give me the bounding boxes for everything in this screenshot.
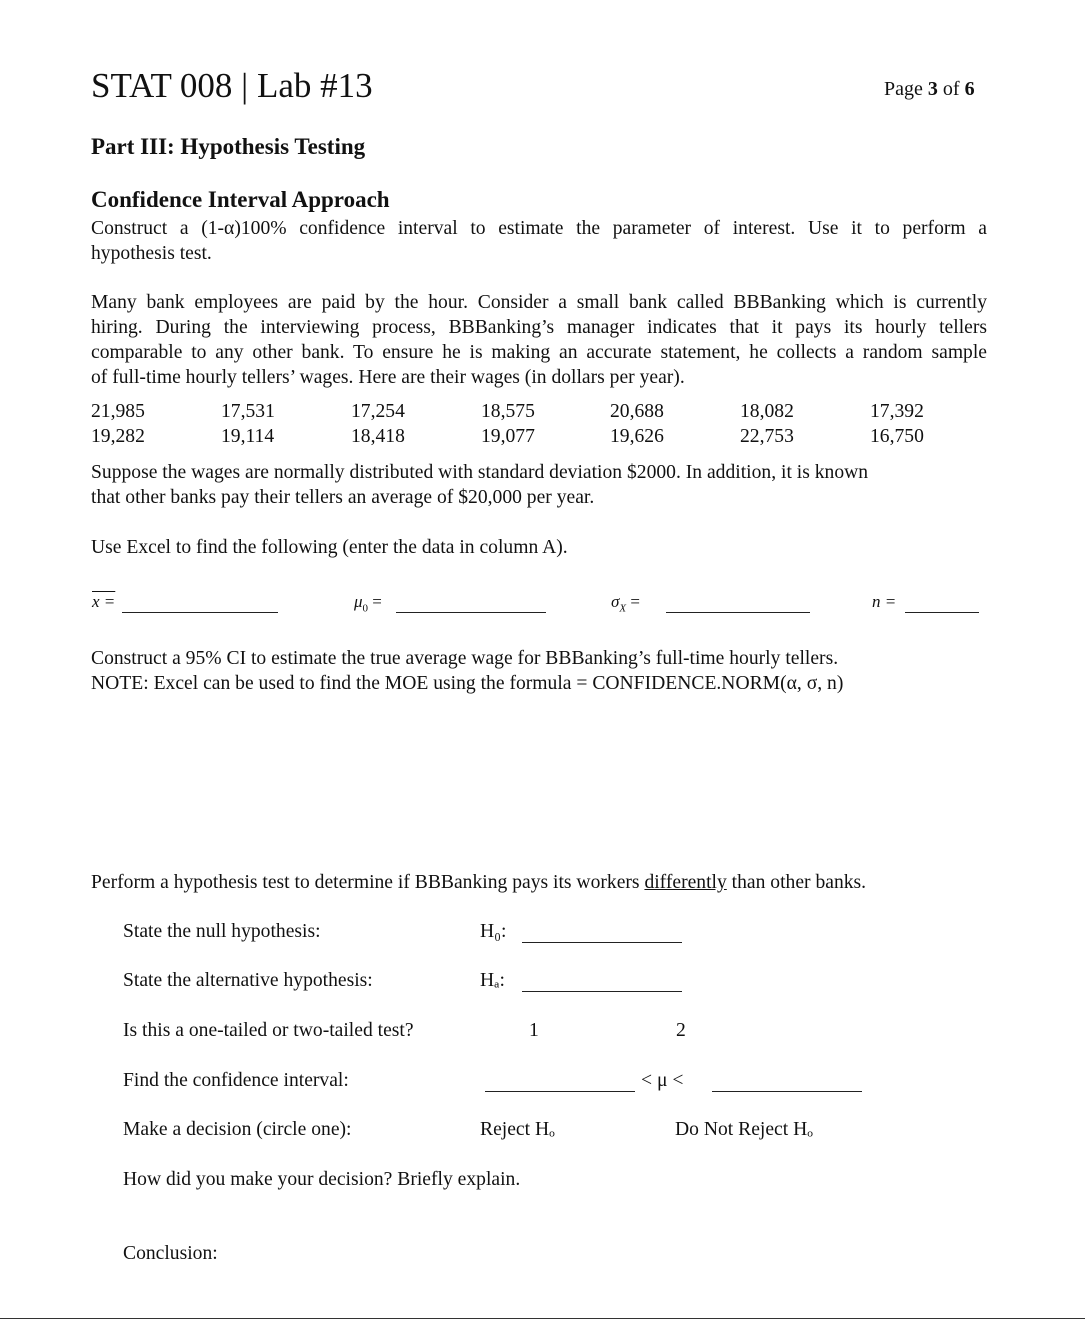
problem-line-4: of full-time hourly tellers’ wages. Here are their wages (in dollars per year). [91, 367, 685, 388]
ht-intro [91, 870, 866, 895]
ht-intro-underlined: differently [644, 872, 727, 893]
wage-cell: 19,114 [221, 426, 275, 447]
wage-cell: 17,254 [351, 401, 405, 422]
alt-hypothesis-prompt: State the alternative hypothesis: [123, 970, 373, 991]
wage-cell: 19,077 [481, 426, 535, 447]
ci-prompt: Find the confidence interval: [123, 1070, 349, 1091]
conclusion-prompt: Conclusion: [123, 1243, 218, 1264]
decision-prompt: Make a decision (circle one): [123, 1119, 352, 1140]
wage-cell: 18,418 [351, 426, 405, 447]
tails-prompt: Is this a one-tailed or two-tailed test? [123, 1020, 414, 1041]
assumption-line-2: that other banks pay their tellers an average of $20,000 per year. [91, 487, 595, 508]
intro-line-2: hypothesis test. [91, 243, 212, 264]
wage-cell: 16,750 [870, 426, 924, 447]
do-not-reject-option[interactable]: Do Not Reject Hₒ [675, 1119, 813, 1140]
problem-line-2: hiring. During the interviewing process, BBBanking’s manager indicates that it pays its hourly tellers [91, 317, 987, 338]
h0-label: H₀: [480, 921, 507, 942]
sigma-equals: = [626, 592, 640, 611]
sigma-x-blank[interactable] [666, 594, 810, 613]
ci-mu-inequality: < μ < [641, 1070, 684, 1091]
sigma-subscript: X [619, 602, 627, 615]
n-field [872, 592, 896, 612]
ci-instruction: Construct a 95% CI to estimate the true average wage for BBBanking’s full-time hourly tellers. [91, 648, 839, 669]
two-tailed-option[interactable]: 2 [676, 1020, 686, 1041]
reject-option[interactable]: Reject Hₒ [480, 1119, 555, 1140]
ci-note: NOTE: Excel can be used to find the MOE using the formula = CONFIDENCE.NORM(α, σ, n) [91, 673, 844, 694]
page-of: of [937, 78, 965, 100]
one-tailed-option[interactable]: 1 [529, 1020, 539, 1041]
assumption-line-1: Suppose the wages are normally distributed with standard deviation $2000. In addition, it is known [91, 462, 869, 483]
mu-symbol: μ [354, 592, 363, 611]
page-total: 6 [964, 78, 975, 100]
document-title: STAT 008 | Lab #13 [91, 66, 373, 105]
wage-cell: 22,753 [740, 426, 794, 447]
sigma-x-field [611, 592, 640, 614]
page-bottom-rule [0, 1318, 1085, 1319]
mu0-field [354, 592, 382, 614]
mu-equals: = [368, 592, 382, 611]
explain-prompt: How did you make your decision? Briefly explain. [123, 1169, 521, 1190]
ha-blank[interactable] [522, 973, 682, 992]
page-prefix: Page [884, 78, 928, 100]
page-current: 3 [927, 78, 938, 100]
page-number [884, 78, 975, 101]
null-hypothesis-prompt: State the null hypothesis: [123, 921, 321, 942]
ha-label: Hₐ: [480, 970, 505, 991]
n-label: n = [872, 592, 897, 611]
problem-line-3: comparable to any other bank. To ensure he is making an accurate statement, he collects a random sample [91, 342, 987, 363]
intro-line-1: Construct a (1-α)100% confidence interval to estimate the parameter of interest. Use it to perform a [91, 218, 987, 239]
mu0-blank[interactable] [396, 594, 546, 613]
ht-intro-pre: Perform a hypothesis test to determine if BBBanking pays its workers [91, 872, 645, 893]
wage-cell: 18,575 [481, 401, 535, 422]
ci-lower-blank[interactable] [485, 1073, 635, 1092]
excel-instruction: Use Excel to find the following (enter the data in column A). [91, 537, 568, 558]
wage-cell: 19,626 [610, 426, 664, 447]
wage-cell: 21,985 [91, 401, 145, 422]
xbar-field [92, 592, 115, 612]
xbar-blank[interactable] [122, 594, 278, 613]
problem-line-1: Many bank employees are paid by the hour. Consider a small bank called BBBanking which is currently [91, 292, 987, 313]
sigma-symbol: σ [611, 592, 620, 611]
wage-cell: 17,392 [870, 401, 924, 422]
wage-cell: 18,082 [740, 401, 794, 422]
ci-upper-blank[interactable] [712, 1073, 862, 1092]
ht-intro-post: than other banks. [726, 872, 867, 893]
xbar-label: x = [92, 592, 116, 611]
wage-cell: 19,282 [91, 426, 145, 447]
wage-cell: 17,531 [221, 401, 275, 422]
part-title: Part III: Hypothesis Testing [91, 134, 366, 159]
n-blank[interactable] [905, 594, 979, 613]
mu-subscript: 0 [362, 602, 369, 615]
wage-cell: 20,688 [610, 401, 664, 422]
section-title: Confidence Interval Approach [91, 187, 390, 212]
h0-blank[interactable] [522, 924, 682, 943]
